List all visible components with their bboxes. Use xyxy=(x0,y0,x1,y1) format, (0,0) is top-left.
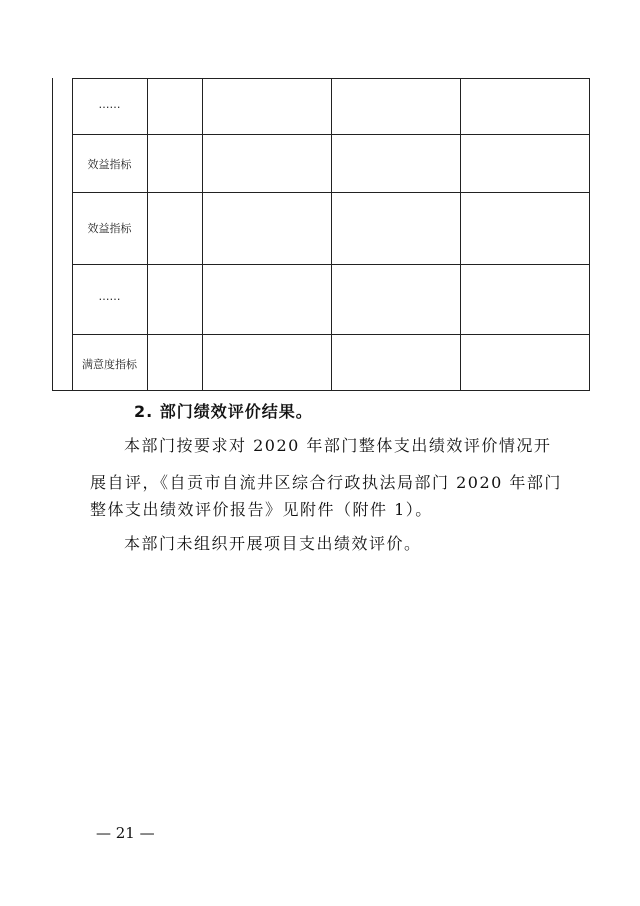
paragraph-line: 本部门按要求对 2020 年部门整体支出绩效评价情况开 xyxy=(124,436,552,455)
paragraph-line: 展自评，《自贡市自流井区综合行政执法局部门 2020 年部门 xyxy=(90,473,562,492)
table-col-divider xyxy=(460,78,461,391)
table-row-label: …… xyxy=(98,98,121,111)
table-col-divider xyxy=(147,78,148,391)
table-row-label: 效益指标 xyxy=(87,158,132,171)
table-border-left-outer xyxy=(52,78,53,391)
paragraph-line: 整体支出绩效评价报告》见附件（附件 1）。 xyxy=(90,500,433,519)
table-row-divider xyxy=(72,264,590,265)
table-row-divider xyxy=(72,192,590,193)
table-col-divider xyxy=(331,78,332,391)
table-col-divider xyxy=(202,78,203,391)
indicator-table xyxy=(52,78,590,391)
table-row-label: 效益指标 xyxy=(87,222,132,235)
table-row-divider xyxy=(72,78,590,79)
page-number: — 21 — xyxy=(96,824,155,842)
table-row-divider xyxy=(72,334,590,335)
table-row-label: 满意度指标 xyxy=(82,358,137,371)
section-heading: 2. 部门绩效评价结果。 xyxy=(134,402,313,421)
table-row-divider xyxy=(72,134,590,135)
paragraph-line: 本部门未组织开展项目支出绩效评价。 xyxy=(124,534,422,553)
table-row-divider xyxy=(52,390,590,391)
table-row-label: …… xyxy=(98,290,121,303)
table-border-right xyxy=(589,78,590,391)
